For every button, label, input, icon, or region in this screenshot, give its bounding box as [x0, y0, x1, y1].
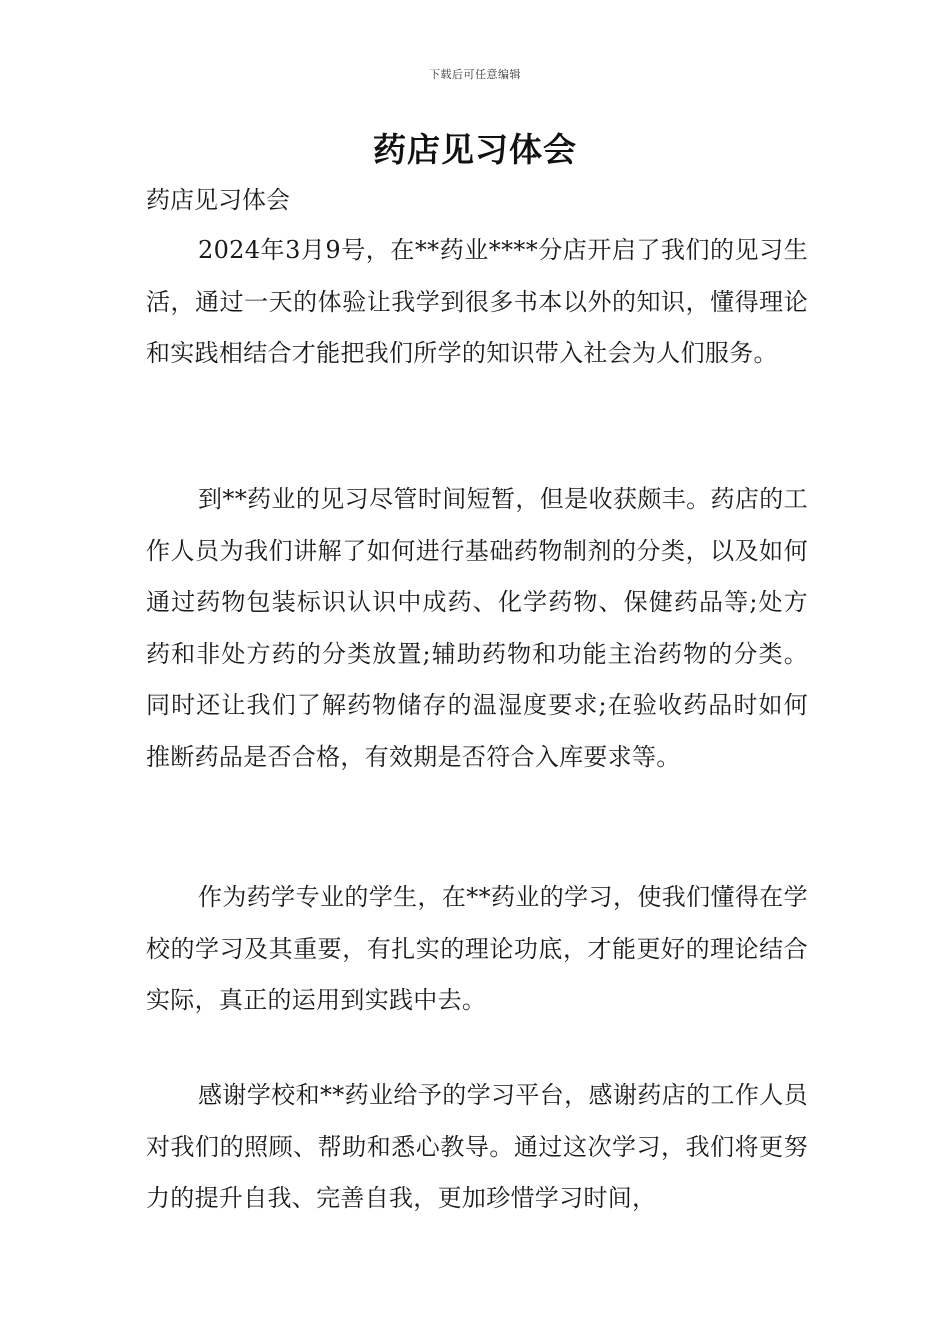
document-subtitle: 药店见习体会	[146, 186, 290, 214]
body-paragraph-3: 作为药学专业的学生，在**药业的学习，使我们懂得在学校的学习及其重要，有扎实的理论功底，才能更好的理论结合实际，真正的运用到实践中去。	[146, 883, 808, 1014]
body-paragraph-1: 2024年3月9号，在**药业****分店开启了我们的见习生活，通过一天的体验让我学到很多书本以外的知识，懂得理论和实践相结合才能把我们所学的知识带入社会为人们服务。	[146, 236, 808, 367]
page-header-note: 下载后可任意编辑	[429, 68, 521, 81]
body-paragraph-4: 感谢学校和**药业给予的学习平台，感谢药店的工作人员对我们的照顾、帮助和悉心教导。通过这次学习，我们将更努力的提升自我、完善自我，更加珍惜学习时间，	[146, 1081, 808, 1212]
document-title: 药店见习体会	[373, 130, 577, 169]
body-paragraph-2: 到**药业的见习尽管时间短暂，但是收获颇丰。药店的工作人员为我们讲解了如何进行基础药物制剂的分类，以及如何通过药物包装标识认识中成药、化学药物、保健药品等;处方药和非处方药的分类放置;辅助药物和功能主治药物的分类。同时还让我们了解药物储存的温湿度要求;在验收药品时如何推断药品是否合格，有效期是否符合入库要求等。	[146, 485, 808, 771]
